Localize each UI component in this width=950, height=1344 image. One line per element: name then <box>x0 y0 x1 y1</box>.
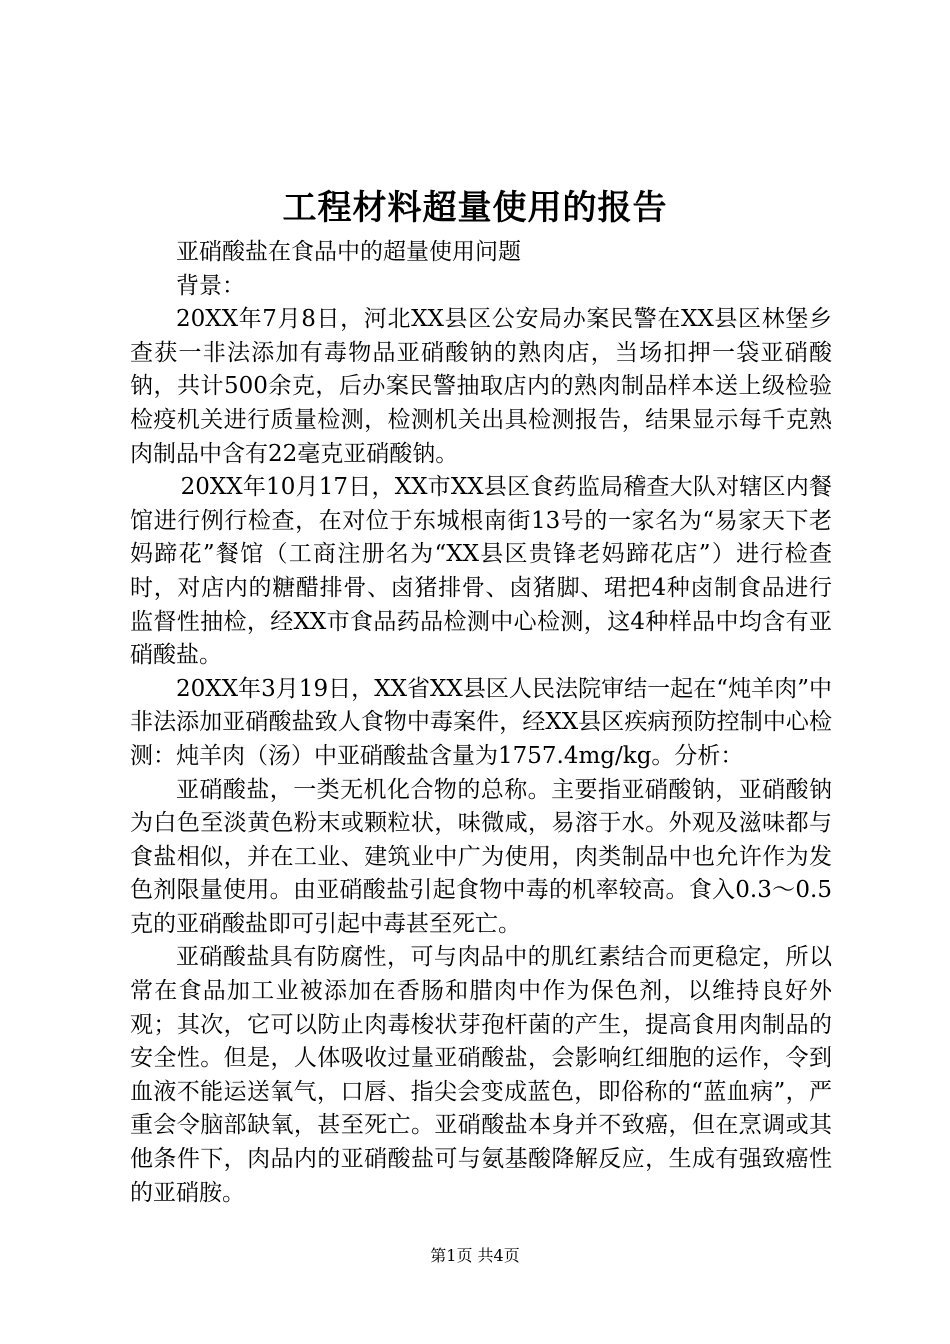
subtitle-paragraph: 亚硝酸盐在食品中的超量使用问题 <box>176 239 521 265</box>
analysis-paragraph-1: 亚硝酸盐，一类无机化合物的总称。主要指亚硝酸钠，亚硝酸钠为白色至淡黄色粉末或颗粒状，味微咸，易溶于水。外观及滋味都与食盐相似，并在工业、建筑业中广为使用，肉类制品中也允许作为发色剂限量使用。由亚硝酸盐引起食物中毒的机率较高。食入0.3～0.5克的亚硝酸盐即可引起中毒甚至死亡。 <box>130 776 832 937</box>
background-heading: 背景： <box>176 272 245 299</box>
page-footer: 第1页 共4页 <box>430 1246 520 1265</box>
document-body <box>130 236 832 1210</box>
case-1-paragraph: 20XX年7月8日，河北XX县区公安局办案民警在XX县区林堡乡查获一非法添加有毒物品亚硝酸钠的熟肉店，当场扣押一袋亚硝酸钠，共计500余克，后办案民警抽取店内的熟肉制品样本送上级检验检疫机关进行质量检测，检测机关出具检测报告，结果显示每千克熟肉制品中含有22毫克亚硝酸钠。 <box>130 306 832 467</box>
case-3-paragraph: 20XX年3月19日，XX省XX县区人民法院审结一起在“炖羊肉”中非法添加亚硝酸盐致人食物中毒案件，经XX县区疾病预防控制中心检测：炖羊肉（汤）中亚硝酸盐含量为1757.4mg/kg。分析： <box>130 675 832 769</box>
case-2-paragraph: 20XX年10月17日，XX市XX县区食药监局稽查大队对辖区内餐馆进行例行检查，在对位于东城根南街13号的一家名为“易家天下老妈蹄花”餐馆（工商注册名为“XX县区贵锋老妈蹄花店”）进行检查时，对店内的糖醋排骨、卤猪排骨、卤猪脚、珺把4种卤制食品进行监督性抽检，经XX市食品药品检测中心检测，这4种样品中均含有亚硝酸盐。 <box>130 474 832 669</box>
document-title: 工程材料超量使用的报告 <box>282 188 668 228</box>
analysis-paragraph-2: 亚硝酸盐具有防腐性，可与肉品中的肌红素结合而更稳定，所以常在食品加工业被添加在香肠和腊肉中作为保色剂，以维持良好外观；其次，它可以防止肉毒梭状芽孢杆菌的产生，提高食用肉制品的安全性。但是，人体吸收过量亚硝酸盐，会影响红细胞的运作，令到血液不能运送氧气，口唇、指尖会变成蓝色，即俗称的“蓝血病”，严重会令脑部缺氧，甚至死亡。亚硝酸盐本身并不致癌，但在烹调或其他条件下，肉品内的亚硝酸盐可与氨基酸降解反应，生成有强致癌性的亚硝胺。 <box>130 944 832 1206</box>
